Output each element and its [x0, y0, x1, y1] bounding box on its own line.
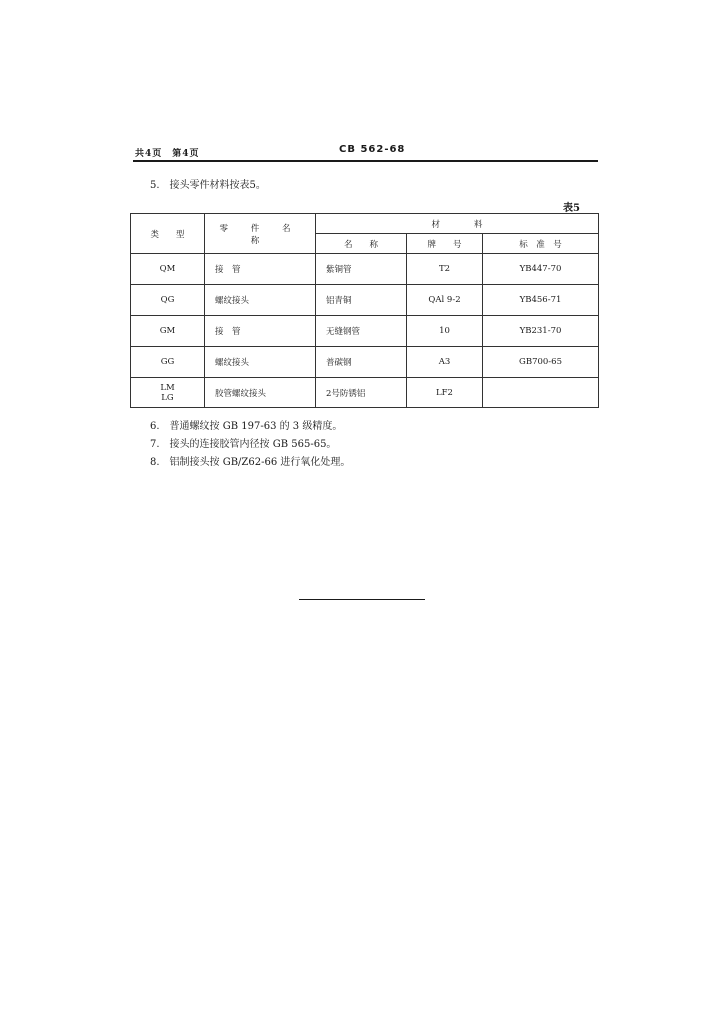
cell-type: GG — [131, 347, 205, 378]
cell-material-name: 无缝钢管 — [316, 316, 407, 347]
cell-grade: A3 — [407, 347, 483, 378]
cell-part: 螺纹接头 — [205, 347, 316, 378]
note-item: 6. 普通螺纹按 GB 197-63 的 3 级精度。 — [150, 421, 343, 432]
header-grade: 牌 号 — [407, 234, 483, 254]
notes-list — [150, 418, 350, 472]
materials-table — [130, 213, 599, 408]
cell-standard: GB700-65 — [483, 347, 599, 378]
cell-part: 接 管 — [205, 254, 316, 285]
cell-material-name: 2号防锈铝 — [316, 378, 407, 408]
page-header — [135, 144, 596, 160]
end-divider — [299, 599, 425, 600]
table-row — [131, 254, 599, 285]
cell-type: LM LG — [131, 378, 205, 408]
cell-grade: T2 — [407, 254, 483, 285]
cell-grade: QAl 9-2 — [407, 285, 483, 316]
cell-type: GM — [131, 316, 205, 347]
page-number-info: 共4页 第4页 — [135, 149, 200, 159]
header-material: 材 料 — [316, 214, 599, 234]
standard-code: CB 562-68 — [339, 144, 406, 155]
table-caption: 表5 — [563, 203, 580, 214]
note-item: 7. 接头的连接胶管内径按 GB 565-65。 — [150, 439, 337, 450]
header-part-name: 零 件 名 称 — [205, 214, 316, 254]
note-item: 8. 铝制接头按 GB/Z62-66 进行氧化处理。 — [150, 457, 351, 468]
header-divider — [133, 160, 598, 162]
table-row — [131, 378, 599, 408]
cell-standard: YB447-70 — [483, 254, 599, 285]
cell-part: 胶管螺纹接头 — [205, 378, 316, 408]
table-row — [131, 347, 599, 378]
cell-grade: LF2 — [407, 378, 483, 408]
cell-type: QG — [131, 285, 205, 316]
cell-material-name: 紫铜管 — [316, 254, 407, 285]
cell-grade: 10 — [407, 316, 483, 347]
cell-material-name: 普碳钢 — [316, 347, 407, 378]
header-standard: 标 准 号 — [483, 234, 599, 254]
header-material-name: 名 称 — [316, 234, 407, 254]
cell-type: QM — [131, 254, 205, 285]
cell-standard — [483, 378, 599, 408]
cell-standard: YB456-71 — [483, 285, 599, 316]
cell-part: 接 管 — [205, 316, 316, 347]
table-row — [131, 285, 599, 316]
header-type: 类 型 — [131, 214, 205, 254]
table-row — [131, 316, 599, 347]
intro-paragraph: 5. 接头零件材料按表5。 — [150, 180, 266, 191]
cell-part: 螺纹接头 — [205, 285, 316, 316]
cell-standard: YB231-70 — [483, 316, 599, 347]
cell-material-name: 铝青铜 — [316, 285, 407, 316]
